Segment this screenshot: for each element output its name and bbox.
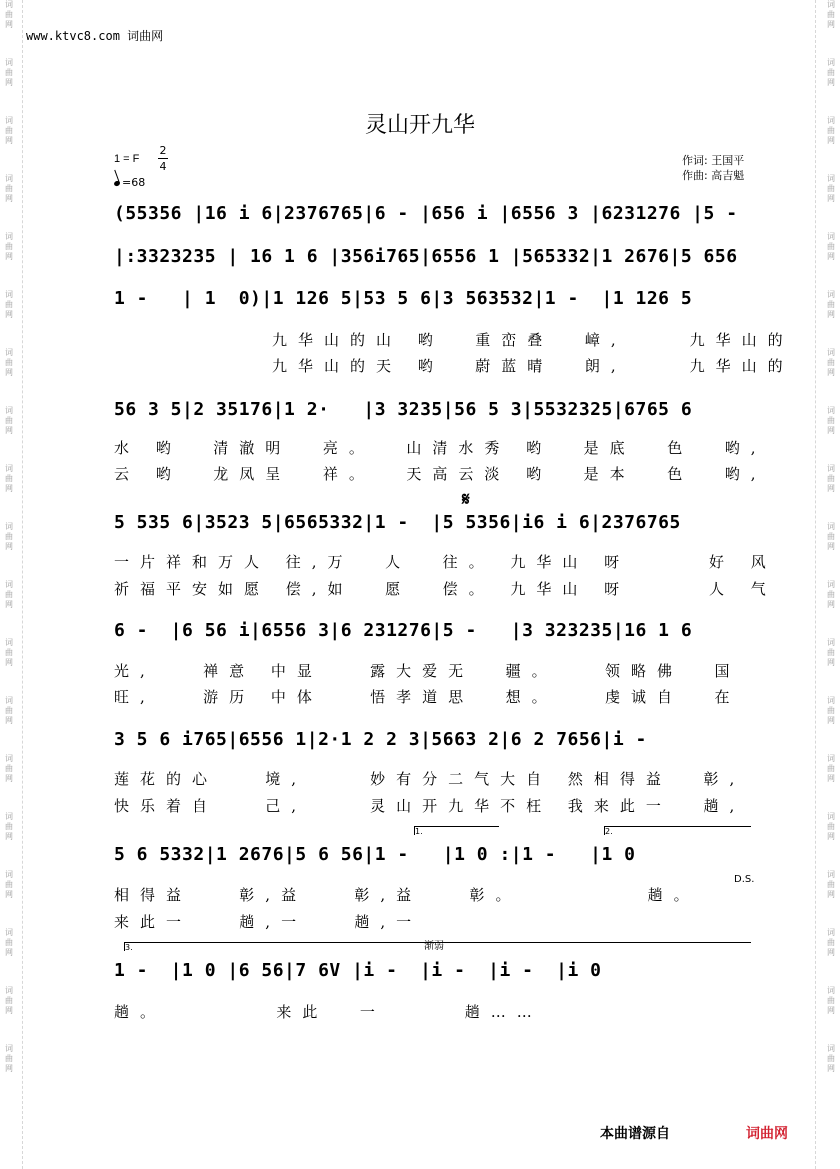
lyricist: 作词: 王国平 bbox=[682, 154, 745, 167]
notation-row: 5 535 6|3523 5|6565332|1 - |5 5356|i6 i 6|2376765 bbox=[114, 512, 681, 533]
lyric-line: 云 哟 龙凤呈 祥。 天高云淡 哟 是本 色 哟, bbox=[114, 465, 767, 483]
lyric-line: 一片祥和万人 往,万 人 往。 九华山 呀 好 风 bbox=[114, 553, 777, 571]
site-url[interactable]: www.ktvc8.com 词曲网 bbox=[26, 29, 164, 43]
lyric-line: 莲花的心 境, 妙有分二气大自 然相得益 彰, bbox=[114, 770, 746, 788]
dal-segno: D.S. bbox=[734, 874, 755, 885]
lyric-line: 祈福平安如愿 偿,如 愿 偿。 九华山 呀 人 气 bbox=[114, 580, 777, 598]
time-bottom: 4 bbox=[159, 160, 167, 173]
footer-source: 本曲谱源自 bbox=[600, 1126, 670, 1142]
tempo bbox=[114, 176, 145, 189]
notation-row: 56 3 5|2 35176|1 2· |3 3235|56 5 3|5532325|6765 6 bbox=[114, 399, 693, 420]
lyric-line: 水 哟 清澈明 亮。 山清水秀 哟 是底 色 哟, bbox=[114, 439, 767, 457]
fade-mark: 渐弱 bbox=[424, 941, 444, 952]
composer: 作曲: 高吉魁 bbox=[682, 169, 745, 182]
lyric-line: 趟。 来此 一 趟…… bbox=[114, 1003, 543, 1021]
lyric-line: 光, 禅意 中显 露大爱无 疆。 领略佛 国 bbox=[114, 662, 741, 680]
notation-row: 6 - |6 56 i|6556 3|6 231276|5 - |3 323235|16 1 6 bbox=[114, 620, 693, 641]
time-top: 2 bbox=[159, 144, 167, 157]
lyric-line: 快乐着自 己, 灵山开九华不枉 我来此一 趟, bbox=[114, 797, 746, 815]
lyric-line: 九华山的山 哟 重峦叠 嶂, 九华山的 bbox=[272, 331, 794, 349]
notation-row: |:3323235 | 16 1 6 |356i765|6556 1 |565332|1 2676|5 656 bbox=[114, 246, 738, 267]
footer-brand[interactable]: 词曲网 bbox=[746, 1126, 788, 1142]
tempo-value: =68 bbox=[122, 176, 146, 189]
key-signature: 1 = F bbox=[114, 153, 140, 165]
right-watermark-strip: 词 曲 网 词 曲 网 词 曲 网 词 曲 网 词 曲 网 词 曲 网 词 曲 网 词 曲 网 词 曲 网 词 曲 网 词 曲 网 词 曲 网 词 曲 网 词 曲 网 词 曲 网 词 曲 网 词 曲 网 词 曲 网 词 曲 网 bbox=[827, 0, 835, 1073]
volta-second: 2. bbox=[604, 826, 751, 835]
lyric-line: 九华山的天 哟 蔚蓝晴 朗, 九华山的 bbox=[272, 357, 794, 375]
notation-row: 5 6 5332|1 2676|5 6 56|1 - |1 0 :|1 - |1 0 bbox=[114, 844, 636, 865]
notation-row: 1 - |1 0 |6 56|7 6V |i - |i - |i - |i 0 bbox=[114, 960, 602, 981]
lyric-line: 相得益 彰,益 彰,益 彰。 趟。 bbox=[114, 886, 700, 904]
volta-third: 3. bbox=[124, 942, 751, 951]
left-watermark-strip: 词 曲 网 词 曲 网 词 曲 网 词 曲 网 词 曲 网 词 曲 网 词 曲 网 词 曲 网 词 曲 网 词 曲 网 词 曲 网 词 曲 网 词 曲 网 词 曲 网 词 曲 网 词 曲 网 词 曲 网 词 曲 网 词 曲 网 bbox=[5, 0, 13, 1073]
lyric-line: 来此一 趟,一 趟,一 bbox=[114, 913, 423, 931]
notation-row: 3 5 6 i765|6556 1|2·1 2 2 3|5663 2|6 2 7656|i - bbox=[114, 729, 647, 750]
song-title: 灵山开九华 bbox=[364, 113, 475, 138]
volta-first: 1. bbox=[414, 826, 499, 835]
credits bbox=[682, 153, 744, 183]
time-signature bbox=[158, 143, 168, 174]
notation-row: (55356 |16 i 6|2376765|6 - |656 i |6556 3 |6231276 |5 - bbox=[114, 203, 738, 224]
segno-mark: 𝄋 bbox=[462, 489, 470, 510]
notation-row: 1 - | 1 0)|1 126 5|53 5 6|3 563532|1 - |1 126 5 bbox=[114, 288, 693, 309]
quarter-note-icon bbox=[113, 180, 120, 187]
lyric-line: 旺, 游历 中体 悟孝道思 想。 虔诚自 在 bbox=[114, 688, 741, 706]
